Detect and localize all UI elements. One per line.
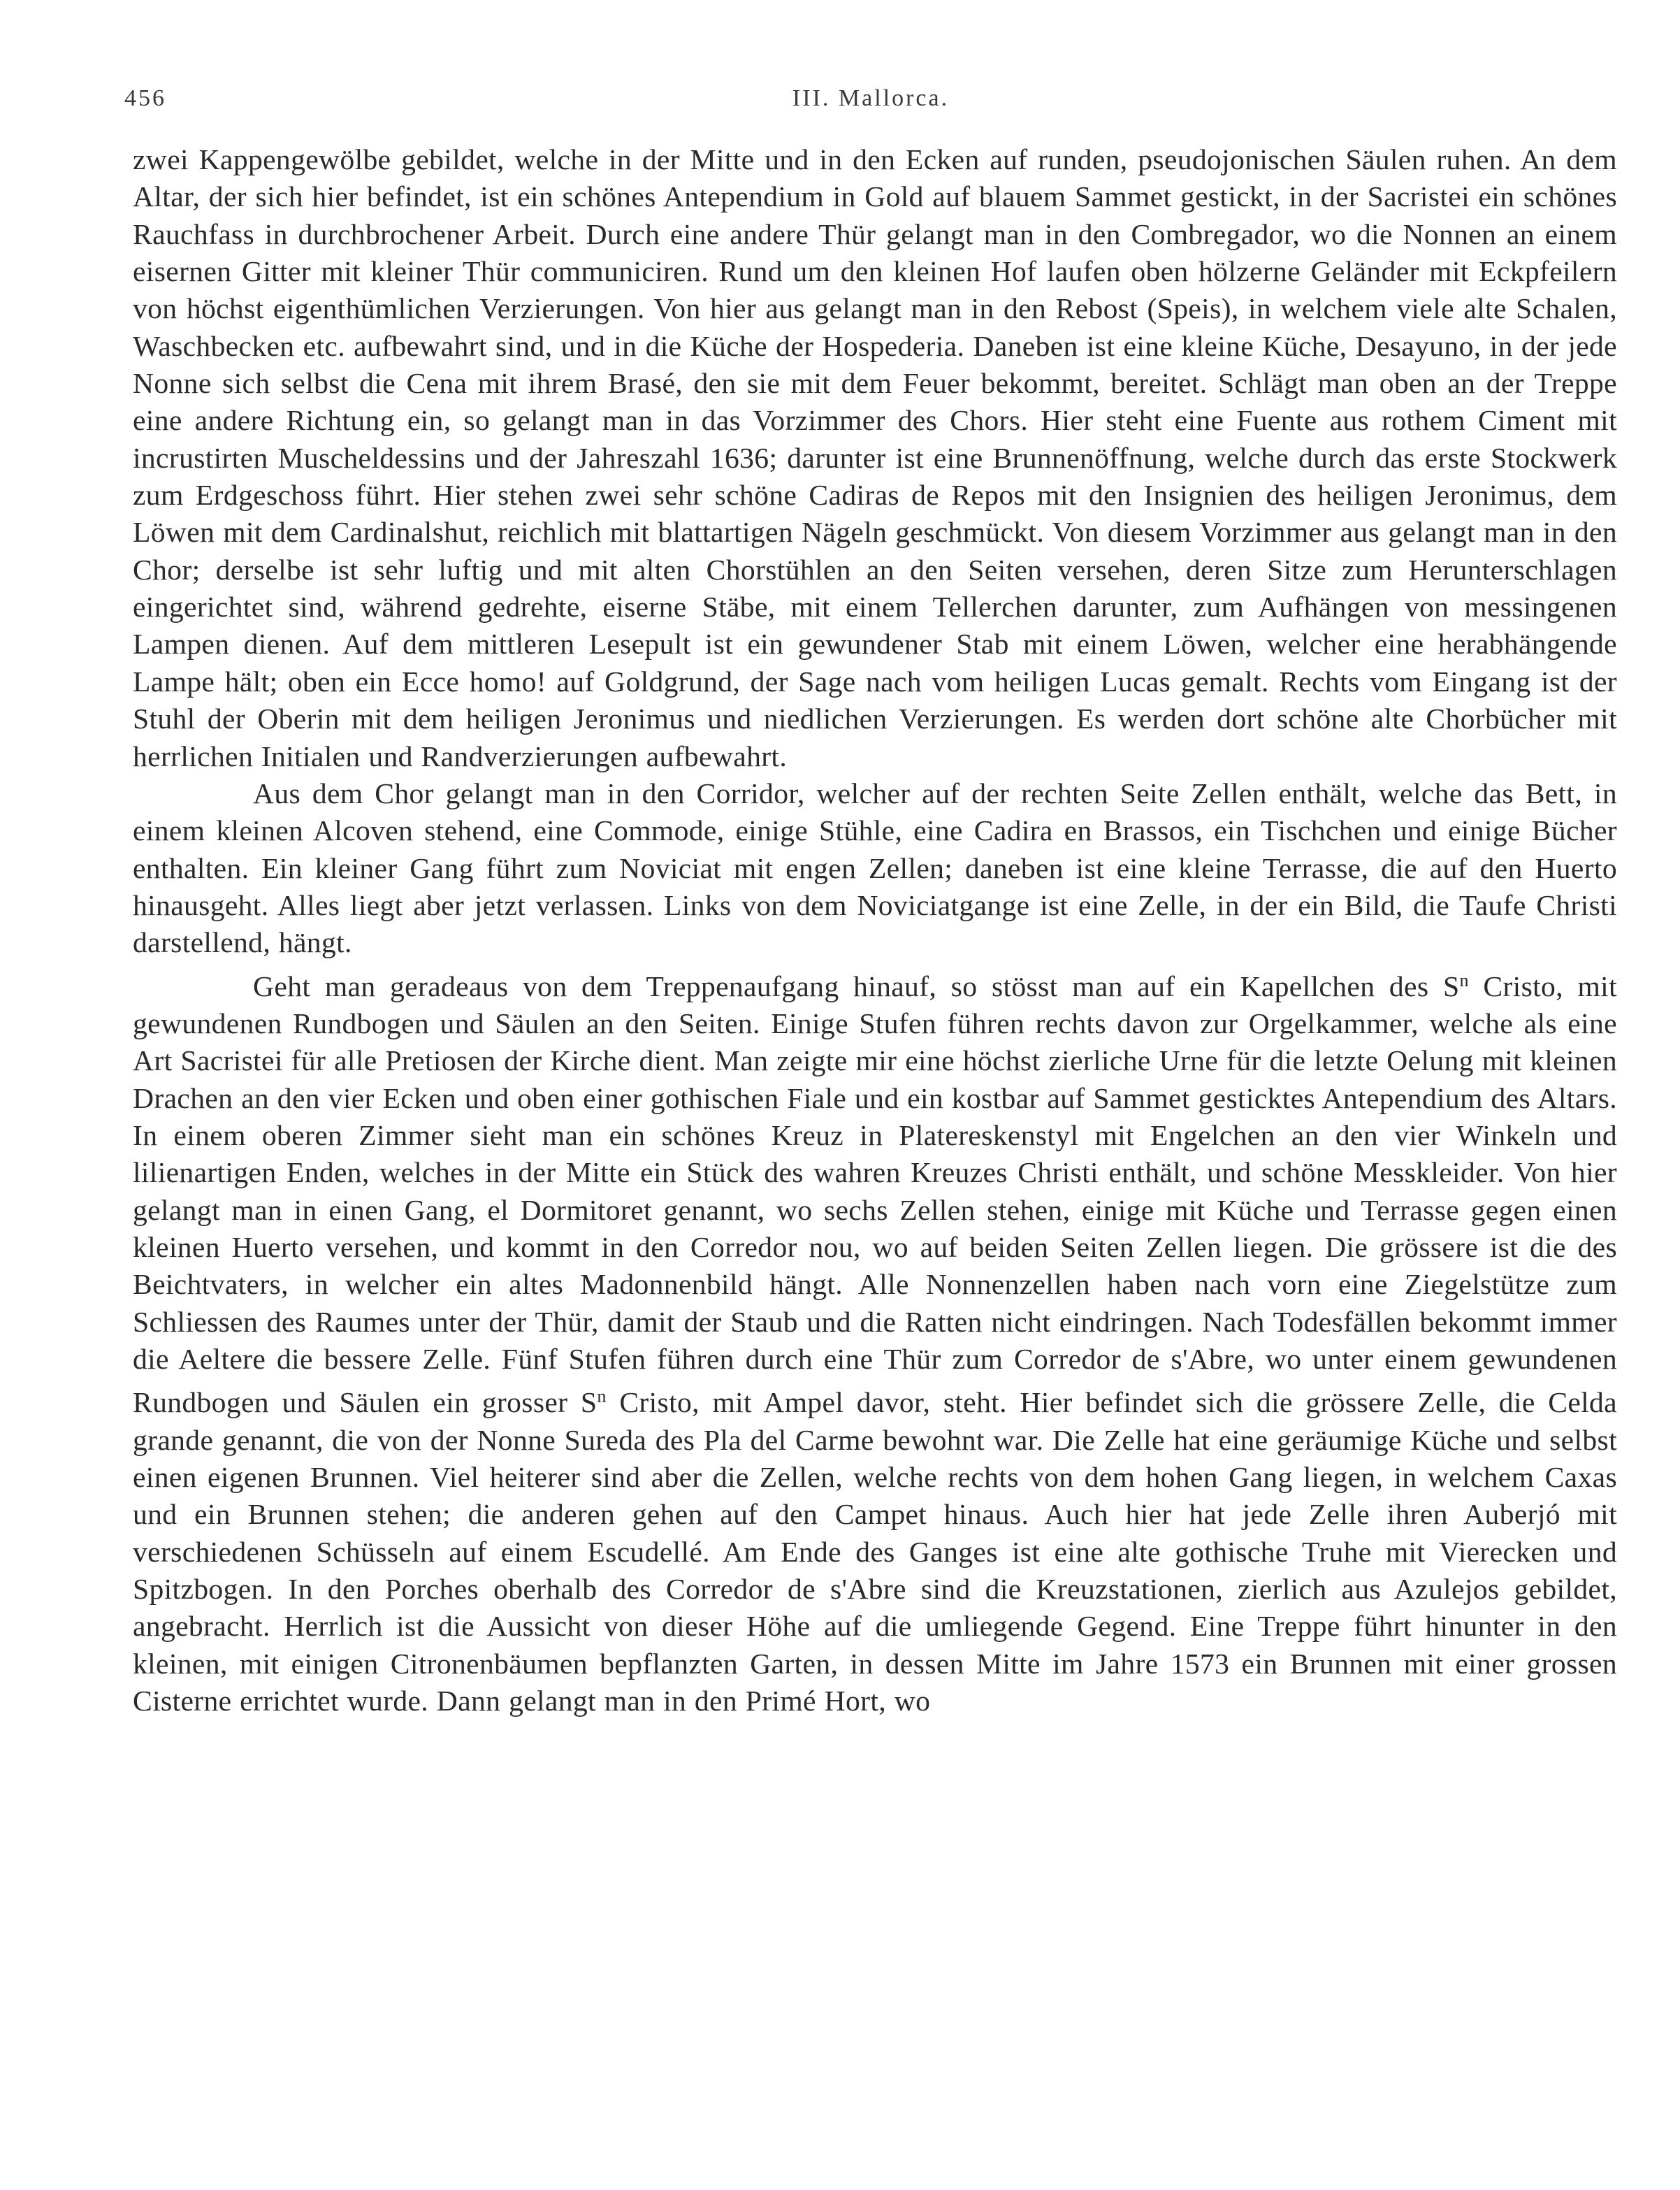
paragraph-corridor: Aus dem Chor gelangt man in den Corridor, welcher auf der rechten Seite Zellen enthält, welche das Bett, in einem kleinen Alcoven stehend, eine Commode, einige Stühle, eine Cadira en Brassos, ein Tischchen und einige Bücher enthalten. Ein kleiner Gang führt zum Noviciat mit engen Zellen; daneben ist eine kleine Terrasse, die auf den Huerto hinausgeht. Alles liegt aber jetzt verlassen. Links von dem Noviciatgange ist eine Zelle, in der ein Bild, die Taufe Christi darstellend, hängt. [133,777,1617,959]
paragraph-continuation: zwei Kappengewölbe gebildet, welche in der Mitte und in den Ecken auf runden, pseudojonischen Säulen ruhen. An dem Altar, der sich hier befindet, ist ein schönes Antependium in Gold auf blauem Sammet gestickt, in der Sacristei ein schönes Rauchfass in durchbrochener Arbeit. Durch eine andere Thür gelangt man in den Combregador, wo die Nonnen an einem eisernen Gitter mit kleiner Thür communiciren. Rund um den kleinen Hof laufen oben hölzerne Geländer mit Eckpfeilern von höchst eigenthümlichen Verzierungen. Von hier aus gelangt man in den Rebost (Speis), in welchem viele alte Schalen, Waschbecken etc. aufbewahrt sind, und in die Küche der Hospederia. Daneben ist eine kleine Küche, Desayuno, in der jede Nonne sich selbst die Cena mit ihrem Brasé, den sie mit dem Feuer bekommt, bereitet. Schlägt man oben an der Treppe eine andere Richtung ein, so gelangt man in das Vorzimmer des Chors. Hier steht eine Fuente aus rothem Ciment mit incrustirten Muscheldessins und der Jahreszahl 1636; darunter ist eine Brunnenöffnung, welche durch das erste Stockwerk zum Erdgeschoss führt. Hier stehen zwei sehr schöne Cadiras de Repos mit den Insignien des heiligen Jeronimus, dem Löwen mit dem Cardinalshut, reichlich mit blattartigen Nägeln geschmückt. Von diesem Vorzimmer aus gelangt man in den Chor; derselbe ist sehr luftig und mit alten Chorstühlen an den Seiten versehen, deren Sitze zum Herunterschlagen eingerichtet sind, während gedrehte, eiserne Stäbe, mit einem Tellerchen darunter, zum Aufhängen von messingenen Lampen dienen. Auf dem mittleren Lesepult ist ein gewundener Stab mit einem Löwen, welcher eine herabhängende Lampe hält; oben ein Ecce homo! auf Goldgrund, der Sage nach vom heiligen Lucas gemalt. Rechts vom Eingang ist der Stuhl der Oberin mit dem heiligen Jeronimus und niedlichen Verzierungen. Es werden dort schöne alte Chorbücher mit herrlichen Initialen und Randverzierungen aufbewahrt. [133,143,1617,772]
superscript-n: n [597,1386,607,1407]
body-text [133,141,1617,1720]
paragraph-segment: Cristo, mit Ampel davor, steht. Hier befindet sich die grössere Zelle, die Celda grande genannt, die von der Nonne Sureda des Pla del Carme bewohnt war. Die Zelle hat eine geräumige Küche und selbst einen eigenen Brunnen. Viel heiterer sind aber die Zellen, welche rechts von dem hohen Gang liegen, in welchem Caxas und ein Brunnen stehen; die anderen gehen auf den Campet hinaus. Auch hier hat jede Zelle ihren Auberjó mit verschiedenen Schüsseln auf einem Escudellé. Am Ende des Ganges ist eine alte gothische Truhe mit Vierecken und Spitzbogen. In den Porches oberhalb des Corredor de s'Abre sind die Kreuzstationen, zierlich aus Azulejos gebildet, angebracht. Herrlich ist die Aussicht von dieser Höhe auf die umliegende Gegend. Eine Treppe führt hinunter in den kleinen, mit einigen Citronenbäumen bepflanzten Garten, in dessen Mitte im Jahre 1573 ein Brunnen mit einer grossen Cisterne errichtet wurde. Dann gelangt man in den Primé Hort, wo [133,1386,1617,1717]
running-head [124,85,1617,122]
paragraph-segment: Geht man geradeaus von dem Treppenaufgang hinauf, so stösst man auf ein Kapellchen des S [253,970,1460,1002]
paragraph-segment: Cristo, mit gewundenen Rundbogen und Säulen an den Seiten. Einige Stufen führen rechts davon zur Orgelkammer, welche als eine Art Sacristei für alle Pretiosen der Kirche dient. Man zeigte mir eine höchst zierliche Urne für die letzte Oelung mit kleinen Drachen an den vier Ecken und oben einer gothischen Fiale und ein kostbar auf Sammet gesticktes Antependium des Altars. In einem oberen Zimmer sieht man ein schönes Kreuz in Platereskenstyl mit Engelchen an den vier Winkeln und lilienartigen Enden, welches in der Mitte ein Stück des wahren Kreuzes Christi enthält, und schöne Messkleider. Von hier gelangt man in einen Gang, el Dormitoret genannt, wo sechs Zellen stehen, einige mit Küche und Terrasse gegen einen kleinen Huerto versehen, und kommt in den Corredor nou, wo auf beiden Seiten Zellen liegen. Die grössere ist die des Beichtvaters, in welcher ein altes Madonnenbild hängt. Alle Nonnenzellen haben nach vorn eine Ziegelstütze zum Schliessen des Raumes unter der Thür, damit der Staub und die Ratten nicht eindringen. Nach Todesfällen bekommt immer die Aeltere die bessere Zelle. Fünf Stufen führen durch eine Thür zum Corredor de s'Abre, wo unter einem gewundenen Rundbogen und Säulen ein grosser S [133,970,1617,1419]
paragraph-kapellchen [133,962,1617,1720]
superscript-n: n [1459,970,1469,990]
running-title: III. Mallorca. [792,85,950,111]
page-number: 456 [124,85,166,111]
